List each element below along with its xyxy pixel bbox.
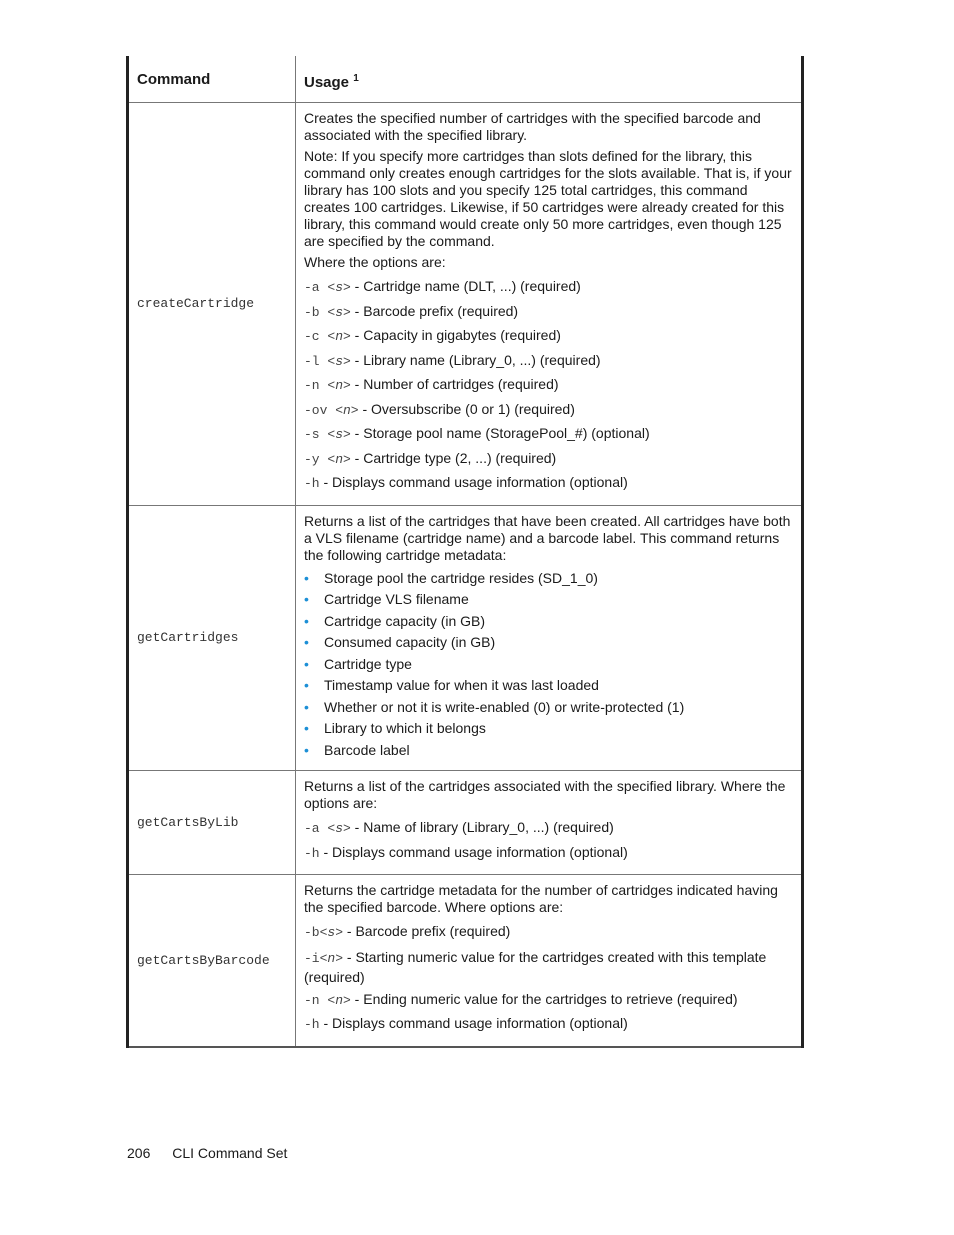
list-item xyxy=(304,632,793,654)
usage-description: Returns the cartridge metadata for the number of cartridges indicated having the specified barcode. Where options are: xyxy=(304,882,778,915)
bullet-icon: • xyxy=(304,569,309,586)
option-flag: -b xyxy=(304,304,320,320)
table-row xyxy=(128,505,803,771)
option-arg: <s> xyxy=(327,821,351,836)
option-arg: <n> xyxy=(319,950,344,966)
option-desc: - Capacity in gigabytes (required) xyxy=(350,327,561,343)
option-line xyxy=(304,988,793,1013)
bullet-icon: • xyxy=(304,591,309,607)
list-item xyxy=(304,675,793,697)
usage-description: Returns a list of the cartridges that have been created. All cartridges have both a VLS filename (cartridge name) and a barcode label. This command returns the following cartridge metadata: xyxy=(304,512,791,563)
bullet-icon: • xyxy=(304,634,309,650)
list-item-text: Timestamp value for when it was last loaded xyxy=(324,677,599,693)
option-flag: -y xyxy=(304,451,320,467)
usage-cell xyxy=(296,875,803,1047)
usage-cell xyxy=(296,771,803,875)
option-arg: <n> xyxy=(327,451,351,467)
page-footer xyxy=(127,1145,305,1161)
option-desc: - Displays command usage information (optional) xyxy=(319,1015,628,1031)
list-item-text: Barcode label xyxy=(324,741,410,758)
option-desc: - Number of cartridges (required) xyxy=(350,376,559,392)
page-number: 206 xyxy=(127,1145,151,1161)
option-line xyxy=(304,471,793,496)
option-flag: -h xyxy=(304,476,320,491)
option-arg: <s> xyxy=(319,925,344,940)
option-flag: -ov xyxy=(304,402,328,418)
option-line xyxy=(304,948,793,986)
list-item-text: Whether or not it is write-enabled (0) or write-protected (1) xyxy=(324,698,685,715)
option-arg: <n> xyxy=(335,402,359,418)
usage-description: Creates the specified number of cartridges with the specified barcode and associated with the specified library. xyxy=(304,110,761,143)
option-flag: -n xyxy=(304,378,320,393)
option-flag: -c xyxy=(304,329,320,344)
usage-note: Note: If you specify more cartridges than slots defined for the library, this command only creates enough cartridges for the slots available. That is, if your library has 100 slots and you specify 125 total cartridges, this command creates 100 cartridges. Likewise, if 50 cartridges were already created for this library, this command would create only 50 more cartridges, even though 125 are specified by the command. xyxy=(304,148,792,249)
option-arg: <s> xyxy=(327,304,351,320)
option-line xyxy=(304,349,793,374)
header-usage xyxy=(296,56,803,103)
option-arg: <n> xyxy=(327,329,351,344)
option-arg: <s> xyxy=(327,427,351,442)
table-row xyxy=(128,875,803,1047)
list-item xyxy=(304,654,793,676)
list-item xyxy=(304,697,793,719)
option-arg: <s> xyxy=(327,280,351,295)
list-item xyxy=(304,568,793,590)
list-item-text: Library to which it belongs xyxy=(324,720,486,736)
option-line xyxy=(304,324,793,349)
option-line xyxy=(304,1012,793,1037)
option-flag: -h xyxy=(304,845,320,861)
option-desc: - Cartridge name (DLT, ...) (required) xyxy=(350,278,581,294)
option-desc: - Library name (Library_0, ...) (required) xyxy=(350,351,601,368)
option-line xyxy=(304,920,793,945)
option-arg: <n> xyxy=(327,378,351,393)
list-item-text: Cartridge type xyxy=(324,655,412,672)
option-flag: -b xyxy=(304,925,320,940)
option-desc: - Storage pool name (StoragePool_#) (optional) xyxy=(350,425,650,441)
metadata-list xyxy=(304,568,793,762)
option-desc: - Displays command usage information (optional) xyxy=(319,843,628,860)
option-arg: <n> xyxy=(327,992,351,1008)
option-flag: -i xyxy=(304,950,320,966)
option-desc: - Starting numeric value for the cartridges created with this template (required) xyxy=(304,948,767,985)
bullet-icon: • xyxy=(304,612,309,629)
option-desc: - Name of library (Library_0, ...) (required) xyxy=(350,819,614,835)
usage-cell xyxy=(296,505,803,771)
bullet-icon: • xyxy=(304,741,309,758)
list-item xyxy=(304,718,793,740)
bullet-icon: • xyxy=(304,655,309,672)
bullet-icon: • xyxy=(304,698,309,715)
section-title: CLI Command Set xyxy=(172,1145,288,1161)
option-line xyxy=(304,841,793,866)
option-line xyxy=(304,275,793,300)
command-name: getCartsByBarcode xyxy=(128,875,296,1047)
option-desc: - Barcode prefix (required) xyxy=(343,923,511,939)
bullet-icon: • xyxy=(304,677,309,693)
option-desc: - Barcode prefix (required) xyxy=(350,302,519,319)
usage-cell xyxy=(296,103,803,506)
option-desc: - Displays command usage information (optional) xyxy=(319,474,628,490)
option-line xyxy=(304,447,793,472)
option-line xyxy=(304,300,793,325)
header-usage-label: Usage xyxy=(304,74,350,91)
usage-footnote-marker: 1 xyxy=(353,73,359,84)
bullet-icon: • xyxy=(304,720,309,736)
option-desc: - Oversubscribe (0 or 1) (required) xyxy=(358,400,575,417)
list-item-text: Consumed capacity (in GB) xyxy=(324,634,496,650)
option-flag: -n xyxy=(304,992,320,1008)
list-item xyxy=(304,611,793,633)
command-table xyxy=(126,56,804,1048)
option-line xyxy=(304,422,793,447)
option-line xyxy=(304,373,793,398)
table-header-row xyxy=(128,56,803,103)
list-item-text: Cartridge VLS filename xyxy=(324,591,469,607)
option-line xyxy=(304,816,793,841)
list-item xyxy=(304,740,793,762)
usage-description: Returns a list of the cartridges associated with the specified library. Where the options are: xyxy=(304,778,786,811)
command-name: createCartridge xyxy=(128,103,296,506)
option-arg: <s> xyxy=(327,353,351,369)
table-row xyxy=(128,771,803,875)
usage-options-intro: Where the options are: xyxy=(304,254,446,270)
header-command: Command xyxy=(128,56,296,103)
option-desc: - Ending numeric value for the cartridges to retrieve (required) xyxy=(350,990,738,1007)
command-name: getCartsByLib xyxy=(128,771,296,875)
option-flag: -l xyxy=(304,353,320,369)
command-name: getCartridges xyxy=(128,505,296,771)
table-row xyxy=(128,103,803,506)
option-desc: - Cartridge type (2, ...) (required) xyxy=(350,449,557,466)
option-flag: -a xyxy=(304,280,320,295)
list-item-text: Storage pool the cartridge resides (SD_1_0) xyxy=(324,569,598,586)
option-flag: -a xyxy=(304,821,320,836)
option-flag: -s xyxy=(304,427,320,442)
list-item xyxy=(304,589,793,611)
option-flag: -h xyxy=(304,1017,320,1032)
list-item-text: Cartridge capacity (in GB) xyxy=(324,612,486,629)
option-line xyxy=(304,398,793,423)
